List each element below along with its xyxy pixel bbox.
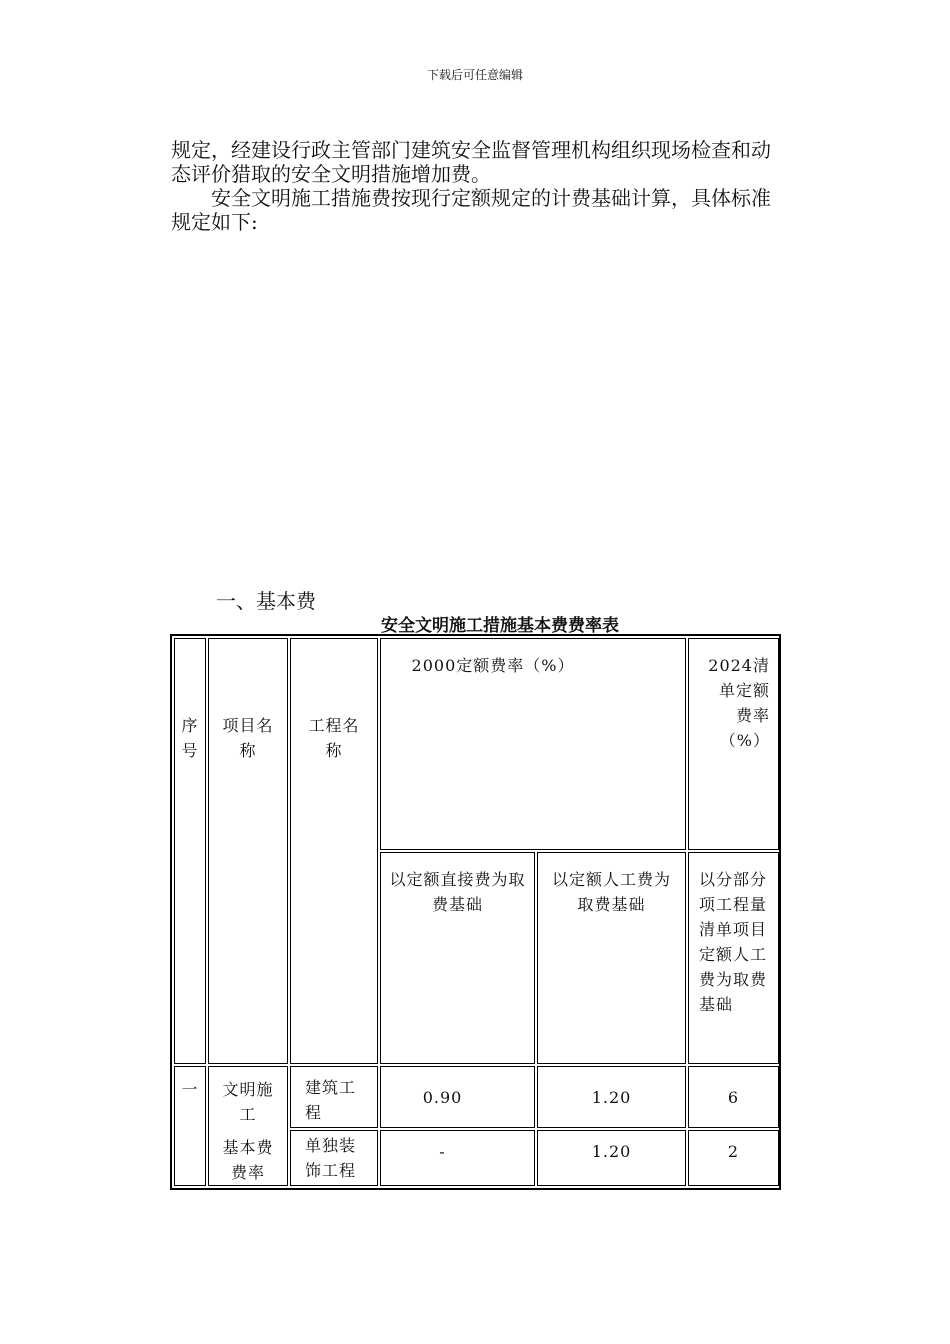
header-item-name: 项目名称 bbox=[208, 638, 288, 1064]
subheader-quantity-list-basis: 以分部分项工程量清单项目定额人工费为取费基础 bbox=[688, 852, 779, 1064]
row2-labor-rate: 1.20 bbox=[537, 1130, 686, 1186]
table-title: 安全文明施工措施基本费费率表 bbox=[381, 616, 619, 636]
paragraph-1: 规定，经建设行政主管部门建筑安全监督管理机构组织现场检查和动态评价猎取的安全文明措施增加费。 bbox=[171, 138, 771, 186]
row1-project: 建筑工程 bbox=[290, 1066, 378, 1128]
row-item-name-line2: 基本费费率 bbox=[222, 1138, 274, 1182]
row1-quantity-rate: 6 bbox=[688, 1066, 779, 1128]
header-seq: 序号 bbox=[174, 638, 206, 1064]
subheader-labor-cost-basis: 以定额人工费为取费基础 bbox=[537, 852, 686, 1064]
row-item-name-line1: 文明施工 bbox=[222, 1080, 274, 1124]
fee-rate-table bbox=[170, 634, 781, 1190]
paragraph-2: 安全文明施工措施费按现行定额规定的计费基础计算，具体标准规定如下: bbox=[171, 186, 771, 234]
header-project-name: 工程名称 bbox=[290, 638, 378, 1064]
row1-labor-rate: 1.20 bbox=[537, 1066, 686, 1128]
row-seq: 一 bbox=[174, 1066, 206, 1186]
row2-quantity-rate: 2 bbox=[688, 1130, 779, 1186]
subheader-direct-cost-basis: 以定额直接费为取费基础 bbox=[380, 852, 535, 1064]
row1-direct-rate: 0.90 bbox=[380, 1066, 535, 1128]
header-2024-rate-group: 2024清单定额费率（%） bbox=[688, 638, 779, 850]
header-2000-rate-group: 2000定额费率（%） bbox=[380, 638, 686, 850]
section-heading: 一、基本费 bbox=[216, 589, 316, 613]
row2-direct-rate: - bbox=[380, 1130, 535, 1186]
header-note: 下载后可任意编辑 bbox=[426, 68, 523, 82]
row2-project: 单独装饰工程 bbox=[290, 1130, 378, 1186]
row-item-name bbox=[208, 1066, 288, 1186]
